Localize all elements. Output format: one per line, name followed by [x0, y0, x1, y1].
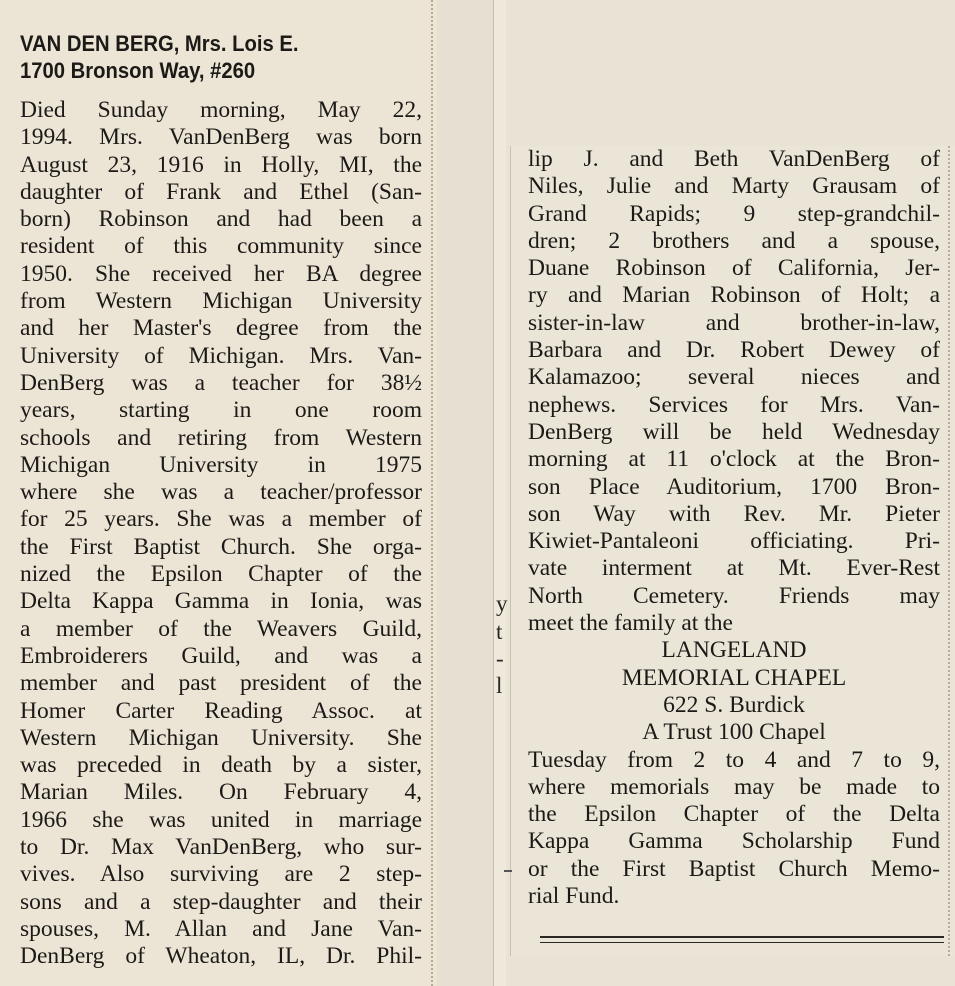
text-line: Grand Rapids; 9 step-grandchil-	[528, 200, 940, 227]
text-line: Michigan University in 1975	[20, 451, 422, 478]
text-line: schools and retiring from Western	[20, 424, 422, 451]
chapel-address: 622 S. Burdick	[663, 691, 805, 718]
text-line: dren; 2 brothers and a spouse,	[528, 227, 940, 254]
text-line: Tuesday from 2 to 4 and 7 to 9,	[528, 746, 940, 773]
text-line: DenBerg was a teacher for 38½	[20, 369, 422, 396]
text-line: University of Michigan. Mrs. Van-	[20, 342, 422, 369]
clipped-fragment: y	[496, 591, 508, 616]
text-line: Died Sunday morning, May 22,	[20, 97, 422, 123]
clipped-fragment: -	[496, 646, 504, 671]
text-line: Kappa Gamma Scholarship Fund	[528, 828, 940, 855]
text-line: nized the Epsilon Chapter of the	[20, 561, 422, 588]
end-rule-secondary	[540, 942, 944, 943]
text-line: member and past president of the	[20, 670, 422, 697]
text-line: the Epsilon Chapter of the Delta	[528, 801, 940, 828]
text-line: lip J. and Beth VanDenBerg of	[528, 146, 940, 172]
text-line: vate interment at Mt. Ever-Rest	[528, 555, 940, 582]
text-line: Niles, Julie and Marty Grausam of	[528, 173, 940, 200]
text-line: born) Robinson and had been a	[20, 206, 422, 233]
right-text-column	[528, 146, 940, 910]
text-line: 1994. Mrs. VanDenBerg was born	[20, 124, 422, 151]
left-text-column	[20, 97, 422, 971]
text-line: son Place Auditorium, 1700 Bron-	[528, 473, 940, 500]
text-line: Embroiderers Guild, and was a	[20, 642, 422, 669]
text-line: sons and a step-daughter and their	[20, 888, 422, 915]
deceased-name: VAN DEN BERG, Mrs. Lois E.	[20, 31, 299, 56]
text-line: DenBerg of Wheaton, IL, Dr. Phil-	[20, 943, 422, 970]
text-line: meet the family at the	[528, 610, 733, 637]
text-line: to Dr. Max VanDenBerg, who sur-	[20, 834, 422, 861]
text-line: son Way with Rev. Mr. Pieter	[528, 500, 940, 527]
text-line: where memorials may be made to	[528, 773, 940, 800]
text-line: spouses, M. Allan and Jane Van-	[20, 915, 422, 942]
text-line: was preceded in death by a sister,	[20, 752, 422, 779]
chapel-affiliation: A Trust 100 Chapel	[642, 719, 826, 746]
text-line: resident of this community since	[20, 233, 422, 260]
text-line: morning at 11 o'clock at the Bron-	[528, 446, 940, 473]
text-line: August 23, 1916 in Holly, MI, the	[20, 151, 422, 178]
paper-strip	[493, 0, 506, 986]
obituary-header	[20, 30, 299, 84]
text-line: a member of the Weavers Guild,	[20, 615, 422, 642]
text-line: Barbara and Dr. Robert Dewey of	[528, 337, 940, 364]
text-line: from Western Michigan University	[20, 288, 422, 315]
text-line: where she was a teacher/professor	[20, 479, 422, 506]
text-line: Kiwiet-Pantaleoni officiating. Pri-	[528, 528, 940, 555]
text-line: vives. Also surviving are 2 step-	[20, 861, 422, 888]
background-gap	[437, 0, 493, 986]
text-line: Homer Carter Reading Assoc. at	[20, 697, 422, 724]
end-rule	[540, 936, 944, 938]
text-line: Marian Miles. On February 4,	[20, 779, 422, 806]
text-line: Duane Robinson of California, Jer-	[528, 255, 940, 282]
text-line: the First Baptist Church. She orga-	[20, 533, 422, 560]
text-line: for 25 years. She was a member of	[20, 506, 422, 533]
text-line: 1966 she was united in marriage	[20, 806, 422, 833]
text-line: North Cemetery. Friends may	[528, 582, 940, 609]
clipped-fragment: l	[496, 673, 503, 698]
text-line: or the First Baptist Church Memo-	[528, 855, 940, 882]
text-line: nephews. Services for Mrs. Van-	[528, 391, 940, 418]
text-line: DenBerg will be held Wednesday	[528, 418, 940, 445]
clipped-fragment: t	[496, 619, 503, 644]
text-line: rial Fund.	[528, 883, 620, 910]
text-line: sister-in-law and brother-in-law,	[528, 309, 940, 336]
text-line: and her Master's degree from the	[20, 315, 422, 342]
text-line: Delta Kappa Gamma in Ionia, was	[20, 588, 422, 615]
text-line: daughter of Frank and Ethel (San-	[20, 178, 422, 205]
text-line: Kalamazoo; several nieces and	[528, 364, 940, 391]
chapel-name: LANGELAND	[661, 637, 807, 664]
text-line: years, starting in one room	[20, 397, 422, 424]
text-line: ry and Marian Robinson of Holt; a	[528, 282, 940, 309]
text-line: 1950. She received her BA degree	[20, 260, 422, 287]
deceased-address: 1700 Bronson Way, #260	[20, 58, 256, 83]
text-line: Western Michigan University. She	[20, 724, 422, 751]
margin-tick	[504, 870, 512, 872]
chapel-subtitle: MEMORIAL CHAPEL	[621, 664, 847, 691]
